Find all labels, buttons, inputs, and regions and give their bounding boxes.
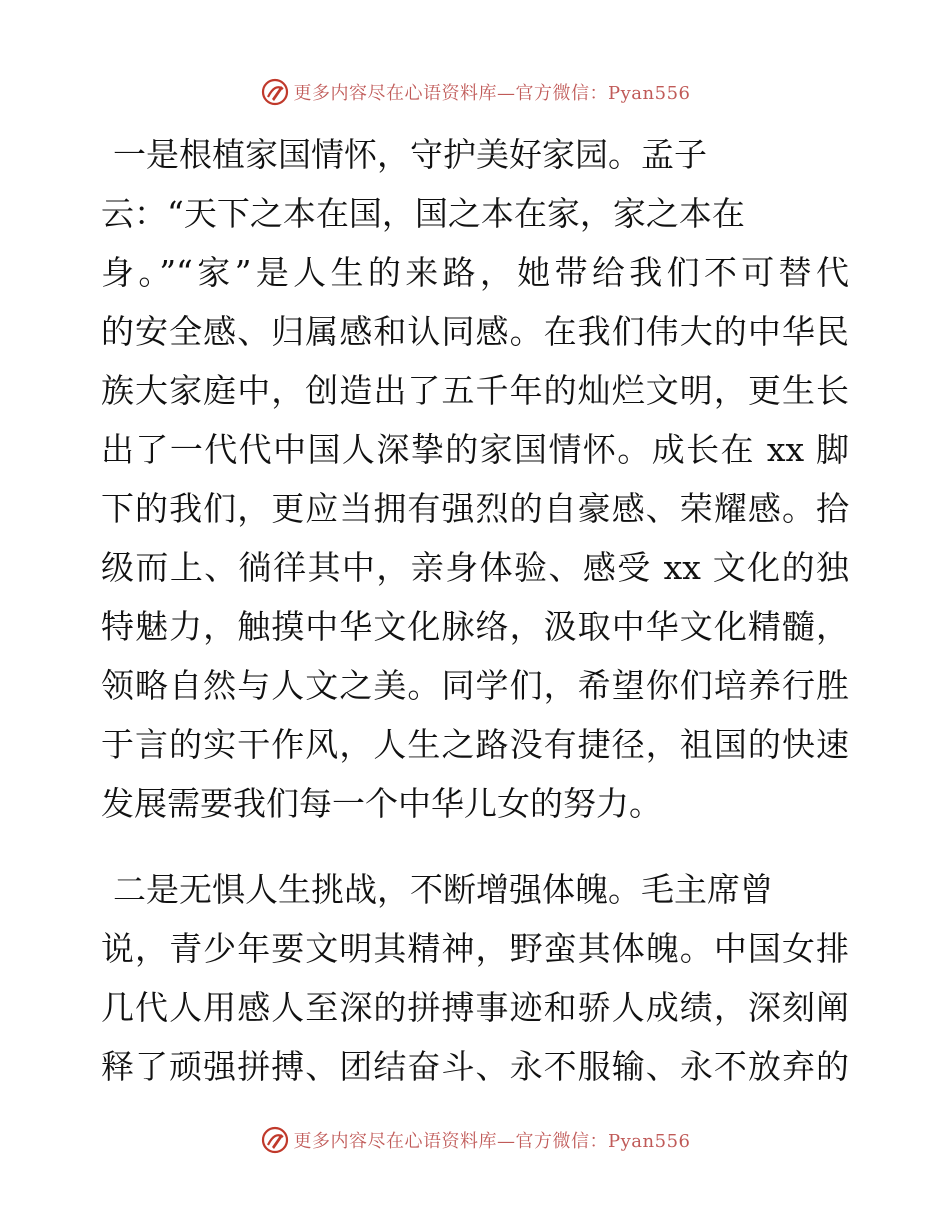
text-line: 二是无惧人生挑战，不断增强体魄。毛主席曾 xyxy=(113,870,773,909)
logo-icon xyxy=(260,1125,290,1155)
text-line: 级而上、徜徉其中，亲身体验、感受 xx 文化的独 xyxy=(101,548,849,587)
text-line: 族大家庭中，创造出了五千年的灿烂文明，更生长 xyxy=(101,371,849,410)
text-line: 一是根植家国情怀，守护美好家园。孟子 xyxy=(113,135,707,174)
text-line: 出了一代代中国人深挚的家国情怀。成长在 xx 脚 xyxy=(101,430,849,469)
text-line: 释了顽强拼搏、团结奋斗、永不服输、永不放弃的 xyxy=(101,1047,849,1086)
text-line: 下的我们，更应当拥有强烈的自豪感、荣耀感。拾 xyxy=(101,489,849,528)
text-line: 特魅力，触摸中华文化脉络，汲取中华文化精髓， xyxy=(101,607,849,646)
text-line: 云：“天下之本在国，国之本在家，家之本在 xyxy=(101,194,745,233)
text-line: 几代人用感人至深的拼搏事迹和骄人成绩，深刻阐 xyxy=(101,988,849,1027)
header-banner-text: 更多内容尽在心语资料库—官方微信：Pyan556 xyxy=(293,83,691,104)
text-line: 发展需要我们每一个中华儿女的努力。 xyxy=(101,784,662,823)
document-body xyxy=(101,125,849,1096)
footer-banner xyxy=(0,1123,950,1157)
text-line: 领略自然与人文之美。同学们，希望你们培养行胜 xyxy=(101,666,849,705)
text-line: 说，青少年要文明其精神，野蛮其体魄。中国女排 xyxy=(101,929,849,968)
footer-banner-text: 更多内容尽在心语资料库—官方微信：Pyan556 xyxy=(293,1131,691,1152)
paragraph-2 xyxy=(101,860,849,1096)
text-line: 的安全感、归属感和认同感。在我们伟大的中华民 xyxy=(101,312,849,351)
header-banner xyxy=(0,75,950,109)
text-line: 身。”“家”是人生的来路，她带给我们不可替代 xyxy=(101,253,849,292)
paragraph-1 xyxy=(101,125,849,833)
text-line: 于言的实干作风，人生之路没有捷径，祖国的快速 xyxy=(101,725,849,764)
logo-icon xyxy=(260,77,290,107)
